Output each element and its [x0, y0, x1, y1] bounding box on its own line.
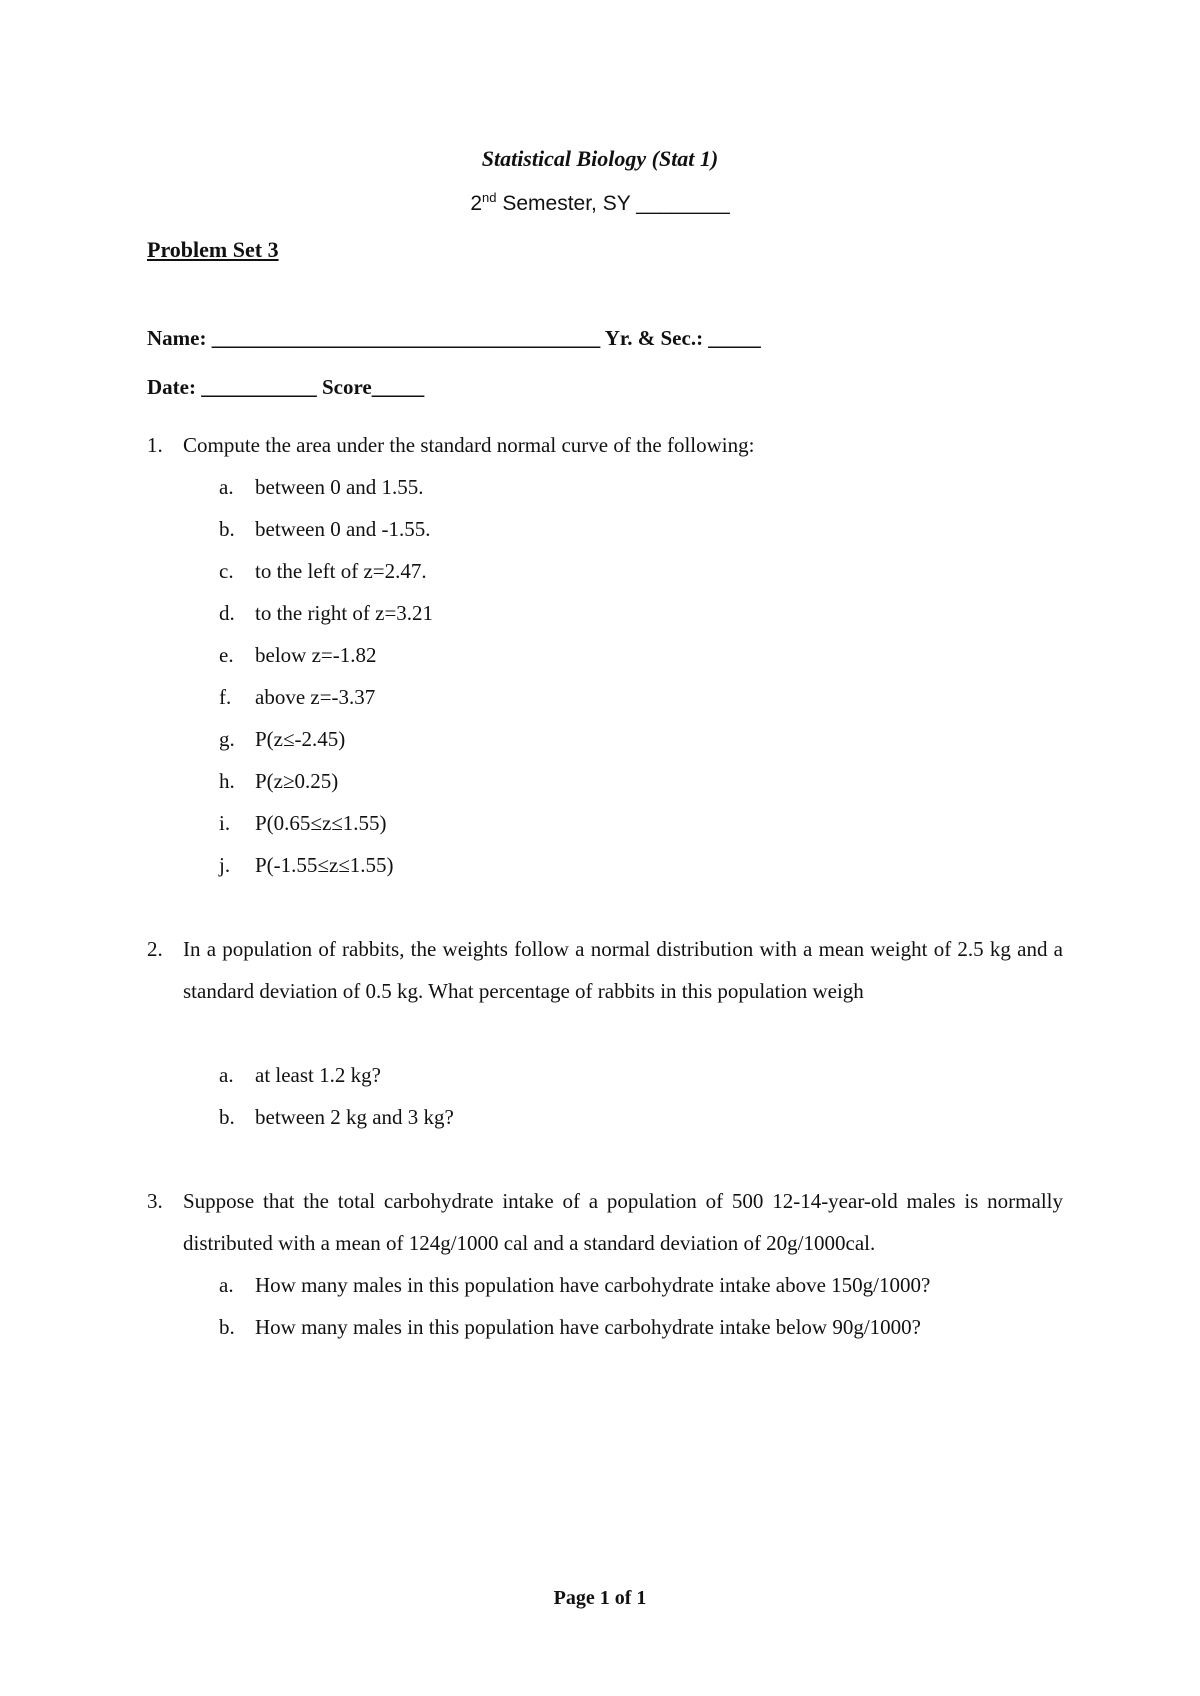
problem-set-heading: Problem Set 3: [147, 237, 279, 262]
question-1-item-a-text: between 0 and 1.55.: [255, 475, 424, 499]
question-2-item-b-label: b.: [219, 1105, 235, 1129]
question-1-number: 1.: [147, 433, 163, 457]
question-1-item-e-text: below z=-1.82: [255, 643, 377, 667]
question-3-item-a-text: How many males in this population have carbohydrate intake above 150g/1000?: [255, 1273, 931, 1297]
question-1-item-d-text: to the right of z=3.21: [255, 601, 434, 625]
question-1-item-a-label: a.: [219, 475, 234, 499]
question-1-item-h-text: P(z≥0.25): [255, 769, 339, 793]
question-1-text: Compute the area under the standard normal curve of the following:: [183, 433, 755, 457]
question-1-item-c-text: to the left of z=2.47.: [255, 559, 427, 583]
question-1-item-c-label: c.: [219, 559, 234, 583]
name-section-line: Name: _____________________________________ Yr. & Sec.: _____: [147, 326, 761, 350]
question-1-item-g-text: P(z≤-2.45): [255, 727, 346, 751]
question-1-item-b-label: b.: [219, 517, 235, 541]
question-3-item-b-text: How many males in this population have carbohydrate intake below 90g/1000?: [255, 1315, 922, 1339]
question-1-item-b-text: between 0 and -1.55.: [255, 517, 431, 541]
question-2-item-a-label: a.: [219, 1063, 234, 1087]
question-1-item-i-label: i.: [219, 811, 231, 835]
semester-text: Semester, SY ________: [496, 192, 730, 215]
course-title: Statistical Biology (Stat 1): [481, 146, 719, 171]
question-1-item-j-text: P(-1.55≤z≤1.55): [255, 853, 394, 877]
page-number: Page 1 of 1: [553, 1587, 647, 1609]
question-1-item-f-text: above z=-3.37: [255, 685, 376, 709]
question-3-text: Suppose that the total carbohydrate intake of a population of 500 12-14-year-old males is normally distributed with a mean of 124g/1000 cal and a standard deviation of 20g/1000cal.: [183, 1189, 1063, 1255]
question-2-text: In a population of rabbits, the weights follow a normal distribution with a mean weight of 2.5 kg and a standard deviation of 0.5 kg. What percentage of rabbits in this population weigh: [183, 937, 1063, 1003]
question-1-item-e-label: e.: [219, 643, 234, 667]
question-1-item-g-label: g.: [219, 727, 235, 751]
semester-ordinal-suffix: nd: [482, 190, 497, 205]
question-1-item-d-label: d.: [219, 601, 235, 625]
question-2-item-a-text: at least 1.2 kg?: [255, 1063, 381, 1087]
question-1-item-i-text: P(0.65≤z≤1.55): [255, 811, 387, 835]
date-score-line: Date: ___________ Score_____: [147, 375, 425, 399]
question-3-item-a-label: a.: [219, 1273, 234, 1297]
question-1-item-h-label: h.: [219, 769, 235, 793]
semester-line: [0, 192, 1200, 216]
question-3-item-b-label: b.: [219, 1315, 235, 1339]
question-1-item-f-label: f.: [219, 685, 232, 709]
question-1-item-j-label: j.: [219, 853, 231, 877]
question-3-number: 3.: [147, 1189, 163, 1213]
question-2-number: 2.: [147, 937, 163, 961]
question-2-item-b-text: between 2 kg and 3 kg?: [255, 1105, 454, 1129]
semester-ordinal: 2: [470, 192, 483, 215]
